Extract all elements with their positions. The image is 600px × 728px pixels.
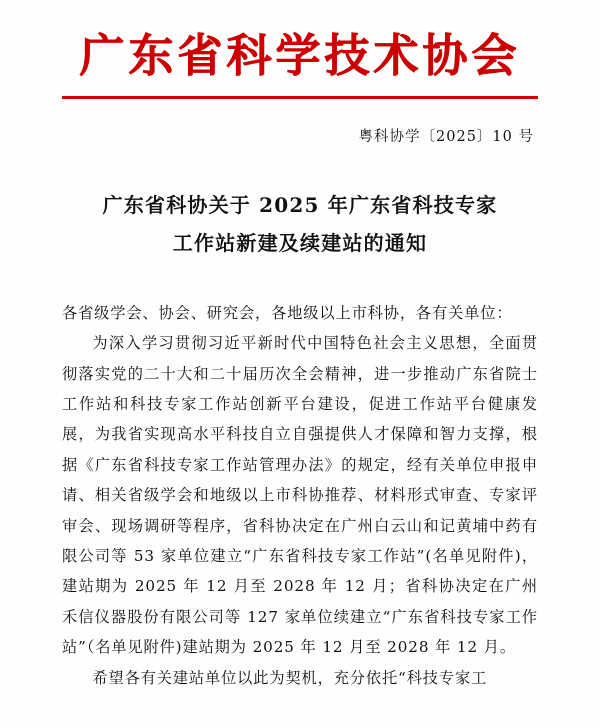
masthead-divider [62,96,538,99]
document-number: 粤科协学〔2025〕10 号 [358,128,534,145]
body-paragraph-2: 希望各有关建站单位以此为契机，充分依托“科技专家工 [92,668,488,687]
document-title-line-2: 工作站新建及续建站的通知 [172,230,428,255]
masthead-title: 广东省科学技术协会 [79,29,521,82]
salutation: 各省级学会、协会、研究会，各地级以上市科协，各有关单位： [62,303,513,322]
body-paragraph-1: 为深入学习贯彻习近平新时代中国特色社会主义思想，全面贯彻落实党的二十大和二十届历次全会精神，进一步推动广东省院士工作站和科技专家工作站创新平台建设，促进工作站平台健康发展，为我省实现高水平科技自立自强提供人才保障和智力支撑，根据《广东省科技专家工作站管理办法》的规定，经有关单位申报申请、相关省级学会和地级以上市科协推荐、材料形式审查、专家评审会、现场调研等程序，省科协决定在广州白云山和记黄埔中药有限公司等 53 家单位建立“广东省科技专家工作站”(名单见附件)，建站期为 2025 年 12 月至 2028 年 12 月；省科协决定在广州禾信仪器股份有限公司等 127 家单位续建立“广东省科技专家工作站”（名单见附件)建站期为 2025 年 12 月至 2028 年 12 月。 [62,334,538,657]
document-body [62,298,538,693]
document-title [62,186,538,262]
masthead [62,0,538,99]
document-title-line-1: 广东省科协关于 2025 年广东省科技专家 [102,192,498,217]
